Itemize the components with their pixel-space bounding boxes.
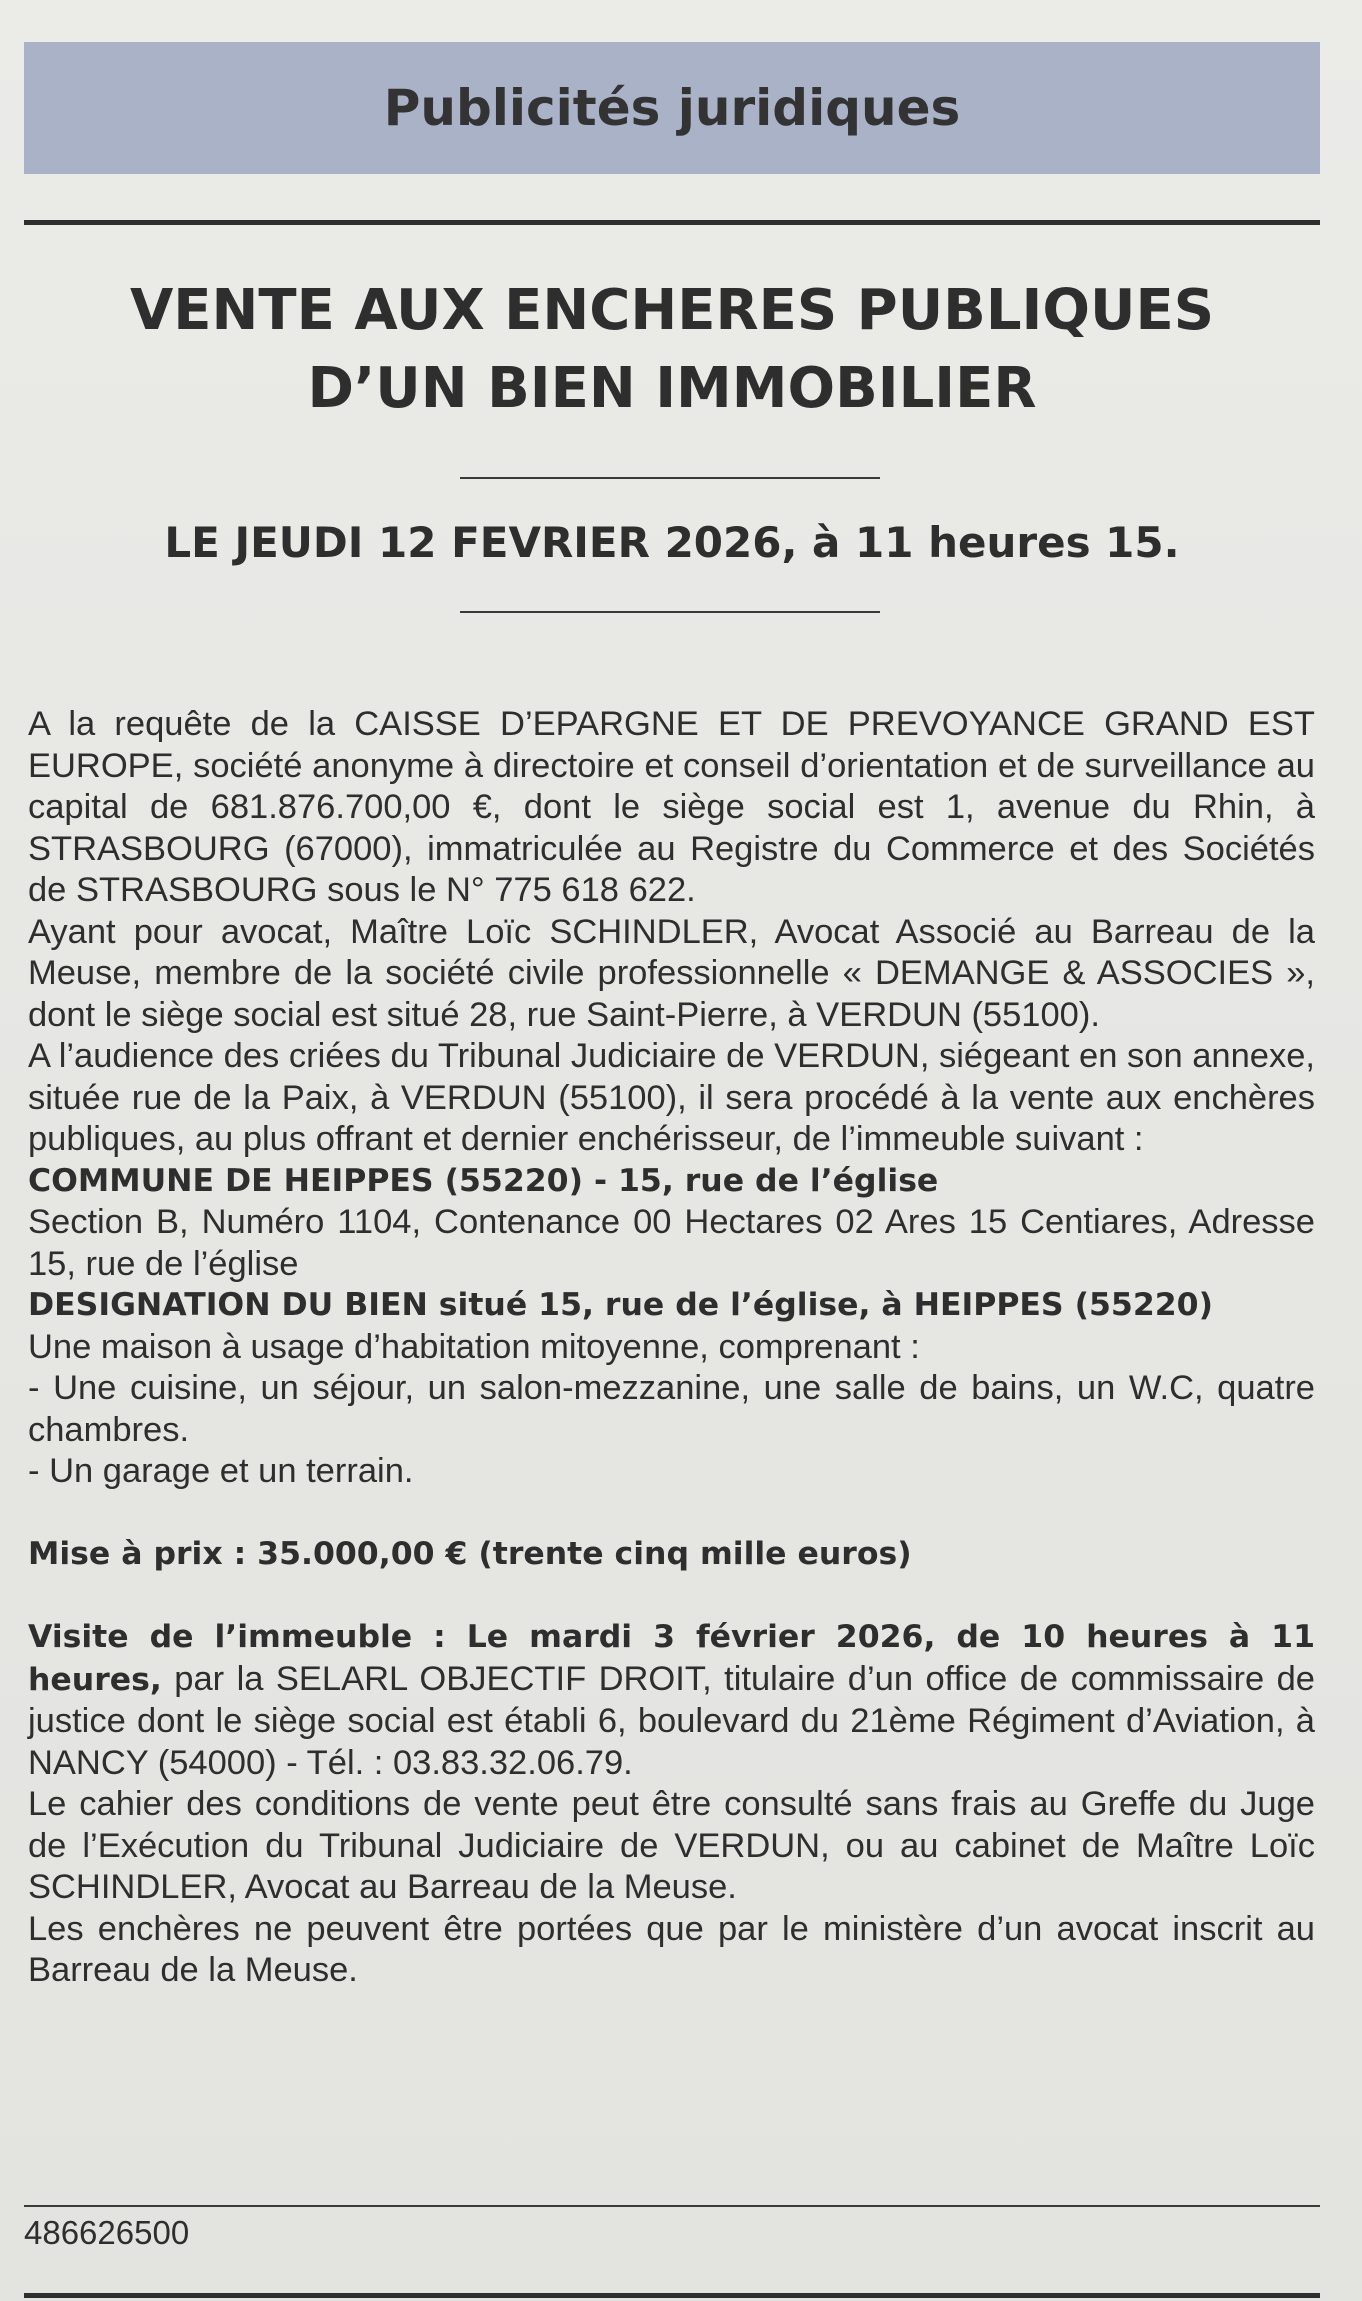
section-title: Publicités juridiques — [383, 79, 961, 137]
visit-details: par la SELARL OBJECTIF DROIT, titulaire d’un office de commissaire de justice dont le siège social est établi 6, boulevard du 21ème Régiment d’Aviation, à NANCY (54000) - Tél. : 03.83.32.06.79. — [28, 1659, 1315, 1782]
notice-body — [28, 704, 1315, 1992]
bottom-divider — [24, 2205, 1320, 2207]
hearing-paragraph: A l’audience des criées du Tribunal Judiciaire de VERDUN, siégeant en son annexe, située rue de la Paix, à VERDUN (55100), il sera procédé à la vente aux enchères publiques, au plus offrant et dernier enchérisseur, de l’immeuble suivant : — [28, 1037, 1315, 1158]
top-divider — [24, 220, 1320, 225]
notice-reference: 486626500 — [24, 2214, 190, 2251]
title-separator-lower — [460, 611, 880, 613]
description-item: - Une cuisine, un séjour, un salon-mezzanine, une salle de bains, un W.C, quatre chambres. — [28, 1369, 1315, 1449]
notice-title-line-2: D’UN BIEN IMMOBILIER — [307, 356, 1037, 421]
auction-date: LE JEUDI 12 FEVRIER 2026, à 11 heures 15. — [164, 518, 1180, 567]
visit-date: Visite de l’immeuble : Le mardi 3 février 2026, de 10 heures à 11 heures, — [28, 1619, 1315, 1698]
visit-paragraph — [28, 1616, 1315, 1784]
spacer — [28, 1493, 1315, 1534]
description-item: - Un garage et un terrain. — [28, 1452, 414, 1490]
notice-title — [24, 272, 1320, 428]
section-header-band — [24, 42, 1320, 174]
page-bottom-rule — [24, 2293, 1320, 2298]
bids-paragraph: Les enchères ne peuvent être portées que par le ministère d’un avocat inscrit au Barreau de la Meuse. — [28, 1909, 1315, 1989]
designation-heading: DESIGNATION DU BIEN situé 15, rue de l’église, à HEIPPES (55220) — [28, 1287, 1213, 1323]
description-intro: Une maison à usage d’habitation mitoyenne, comprenant : — [28, 1327, 920, 1366]
conditions-paragraph: Le cahier des conditions de vente peut être consulté sans frais au Greffe du Juge de l’Exécution du Tribunal Judiciaire de VERDUN, ou au cabinet de Maître Loïc SCHINDLER, Avocat au Barreau de la Meuse. — [28, 1785, 1315, 1906]
lawyer-paragraph: Ayant pour avocat, Maître Loïc SCHINDLER, Avocat Associé au Barreau de la Meuse, membre de la société civile professionnelle « DEMANGE & ASSOCIES », dont le siège social est situé 28, rue Saint-Pierre, à VERDUN (55100). — [28, 912, 1315, 1034]
cadastre-paragraph: Section B, Numéro 1104, Contenance 00 Hectares 02 Ares 15 Centiares, Adresse 15, rue de l’église — [28, 1203, 1315, 1283]
starting-price: Mise à prix : 35.000,00 € (trente cinq mille euros) — [28, 1535, 912, 1572]
spacer — [28, 1575, 1315, 1616]
notice-title-line-1: VENTE AUX ENCHERES PUBLIQUES — [129, 278, 1215, 343]
creditor-paragraph: A la requête de la CAISSE D’EPARGNE ET DE PREVOYANCE GRAND EST EUROPE, société anonyme à directoire et conseil d’orientation et de surveillance au capital de 681.876.700,00 €, dont le siège social est 1, avenue du Rhin, à STRASBOURG (67000), immatriculée au Registre du Commerce et des Sociétés de STRASBOURG sous le N° 775 618 622. — [28, 705, 1315, 909]
title-separator-upper — [460, 477, 880, 479]
commune-heading: COMMUNE DE HEIPPES (55220) - 15, rue de l’église — [28, 1162, 939, 1199]
